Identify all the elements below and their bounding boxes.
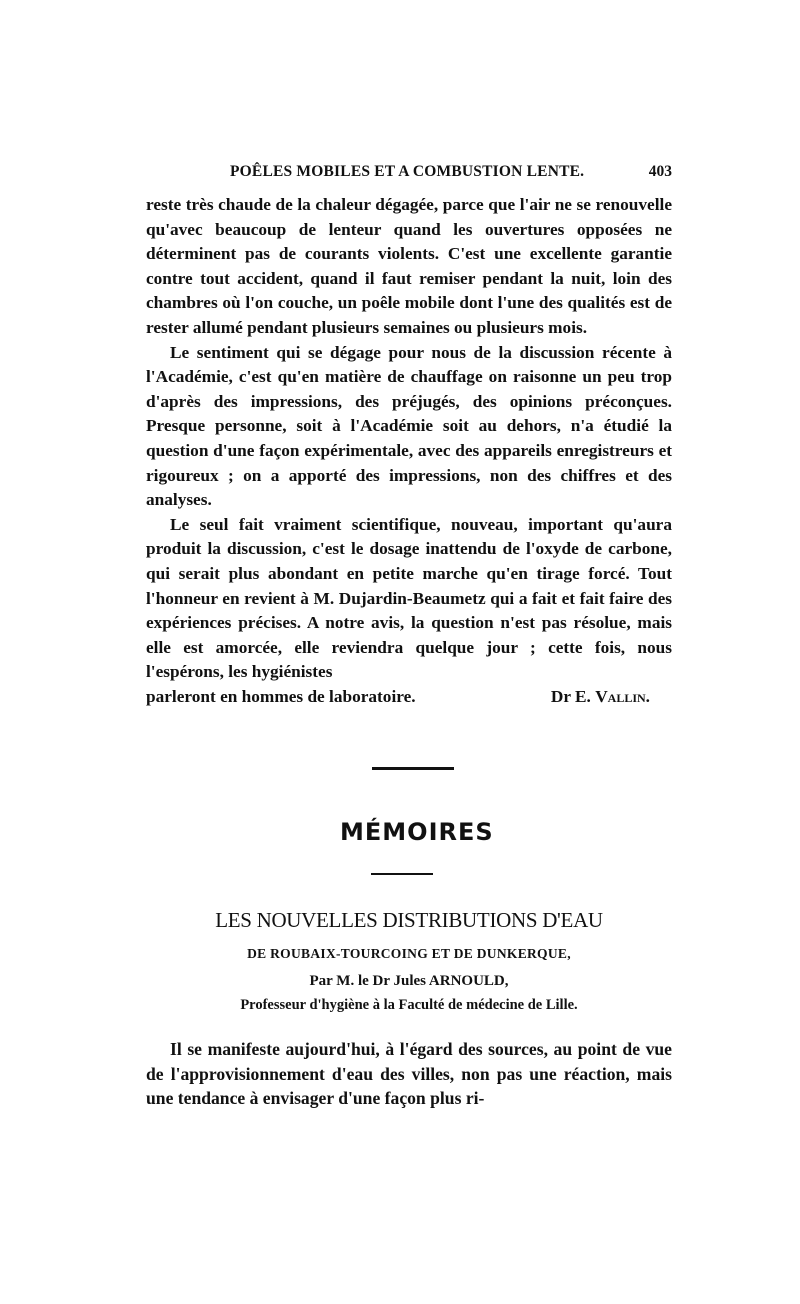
paragraph: Le seul fait vraiment scientifique, nouveau, important qu'aura produit la discussion, c'est le dosage inattendu de l'oxyde de carbone, qui serait plus abondant en petite marche qu'en tirage forcé. Tout l'honneur en revient à M. Dujardin-Beaumetz qui a fait et fait faire des expériences précises. A notre avis, la question n'est pas résolue, mais elle est amorcée, elle reviendra quelque jour ; cette fois, nous l'espérons, les hygiénistes: [146, 514, 672, 682]
author-signature: [551, 685, 650, 710]
running-header: [146, 163, 672, 185]
paragraph: Le sentiment qui se dégage pour nous de la discussion récente à l'Académie, c'est qu'en matière de chauffage on raisonne un peu trop d'après des impressions, des préjugés, des opinions préconçues. Presque personne, soit à l'Académie soit au dehors, n'a étudié la question d'une façon expérimentale, avec des appareils enregistreurs et rigoureux ; on a apporté des impressions, non des chiffres et des analyses.: [146, 342, 672, 510]
article-title: LES NOUVELLES DISTRIBUTIONS D'EAU: [215, 908, 603, 932]
paragraph: reste très chaude de la chaleur dégagée, parce que l'air ne se renouvelle qu'avec beaucoup de lenteur quand les ouvertures opposées ne déterminent pas de courants violents. C'est une excellente garantie contre tout accident, quand il faut remiser pendant la nuit, loin des chambres où l'on couche, un poêle mobile dont l'une des qualités est de rester allumé pendant plusieurs semaines ou plusieurs mois.: [146, 195, 672, 337]
signature-name: Vallin.: [595, 686, 650, 706]
page-number: 403: [648, 163, 672, 180]
section-divider: [372, 767, 454, 770]
article-body: [146, 1037, 672, 1111]
paragraph: Il se manifeste aujourd'hui, à l'égard des sources, au point de vue de l'approvisionnement d'eau des villes, non pas une réaction, mais une tendance à envisager d'une façon plus ri-: [146, 1039, 672, 1109]
previous-article-conclusion: [146, 193, 672, 709]
signature-prefix: Dr E.: [550, 686, 596, 706]
author-affiliation: Professeur d'hygiène à la Faculté de médecine de Lille.: [240, 997, 578, 1013]
closing-text: parleront en hommes de laboratoire.: [146, 686, 416, 706]
closing-line: [146, 685, 672, 710]
article-subtitle: DE ROUBAIX-TOURCOING ET DE DUNKERQUE,: [247, 946, 571, 961]
heading-underline: [371, 873, 433, 875]
section-heading: MÉMOIRES: [340, 818, 494, 846]
running-title: POÊLES MOBILES ET A COMBUSTION LENTE.: [230, 163, 585, 180]
article-author: Par M. le Dr Jules ARNOULD,: [309, 973, 509, 989]
